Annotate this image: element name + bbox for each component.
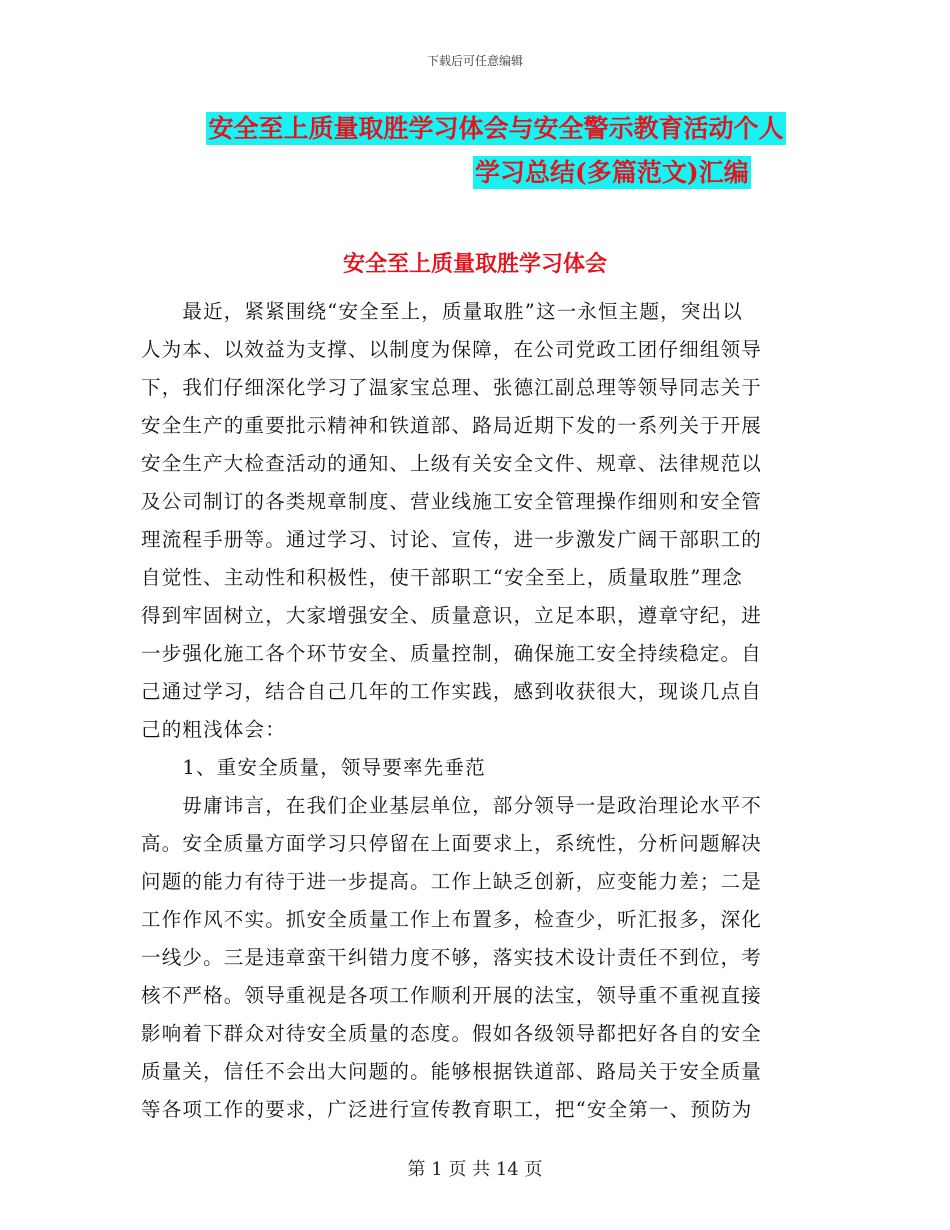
page-footer: 第 1 页 共 14 页 xyxy=(407,1159,543,1180)
body-line: 自觉性、主动性和积极性，使干部职工“安全至上，质量取胜”理念 xyxy=(141,566,743,589)
body-line: 一线少。三是违章蛮干纠错力度不够，落实技术设计责任不到位，考 xyxy=(141,946,763,969)
header-note: 下载后可任意编辑 xyxy=(426,54,523,68)
body-line: 高。安全质量方面学习只停留在上面要求上，系统性，分析问题解决 xyxy=(141,832,763,855)
body-line: 下，我们仔细深化学习了温家宝总理、张德江副总理等领导同志关于 xyxy=(141,376,763,399)
body-line: 安全生产大检查活动的通知、上级有关安全文件、规章、法律规范以 xyxy=(141,452,763,475)
document-title-line-2: 学习总结(多篇范文)汇编 xyxy=(475,158,749,187)
body-line: 最近，紧紧围绕“安全至上，质量取胜”这一永恒主题，突出以 xyxy=(141,300,743,323)
body-line: 问题的能力有待于进一步提高。工作上缺乏创新，应变能力差；二是 xyxy=(141,870,763,893)
body-line: 得到牢固树立，大家增强安全、质量意识，立足本职，遵章守纪，进 xyxy=(141,604,763,627)
body-line: 己通过学习，结合自己几年的工作实践，感到收获很大，现谈几点自 xyxy=(141,680,763,703)
body-line: 安全生产的重要批示精神和铁道部、路局近期下发的一系列关于开展 xyxy=(141,414,763,437)
subheading: 1、重安全质量，领导要率先垂范 xyxy=(141,756,486,779)
body-line: 己的粗浅体会： xyxy=(141,718,286,741)
body-line: 一步强化施工各个环节安全、质量控制，确保施工安全持续稳定。自 xyxy=(141,642,763,665)
body-line: 理流程手册等。通过学习、讨论、宣传，进一步激发广阔干部职工的 xyxy=(141,528,763,551)
body-line: 及公司制订的各类规章制度、营业线施工安全管理操作细则和安全管 xyxy=(141,490,763,513)
section-title: 安全至上质量取胜学习体会 xyxy=(342,251,607,277)
document-title-line-1: 安全至上质量取胜学习体会与安全警示教育活动个人 xyxy=(208,114,784,143)
body-line: 核不严格。领导重视是各项工作顺利开展的法宝，领导重不重视直接 xyxy=(141,984,763,1007)
body-line: 人为本、以效益为支撑、以制度为保障，在公司党政工团仔细组领导 xyxy=(141,338,763,361)
body-line: 影响着下群众对待安全质量的态度。假如各级领导都把好各自的安全 xyxy=(141,1022,763,1045)
body-line: 等各项工作的要求，广泛进行宣传教育职工，把“安全第一、预防为 xyxy=(141,1098,753,1121)
body-line: 质量关，信任不会出大问题的。能够根据铁道部、路局关于安全质量 xyxy=(141,1060,763,1083)
body-line: 工作作风不实。抓安全质量工作上布置多，检查少，听汇报多，深化 xyxy=(141,908,763,931)
body-line: 毋庸讳言，在我们企业基层单位，部分领导一是政治理论水平不 xyxy=(141,794,763,817)
